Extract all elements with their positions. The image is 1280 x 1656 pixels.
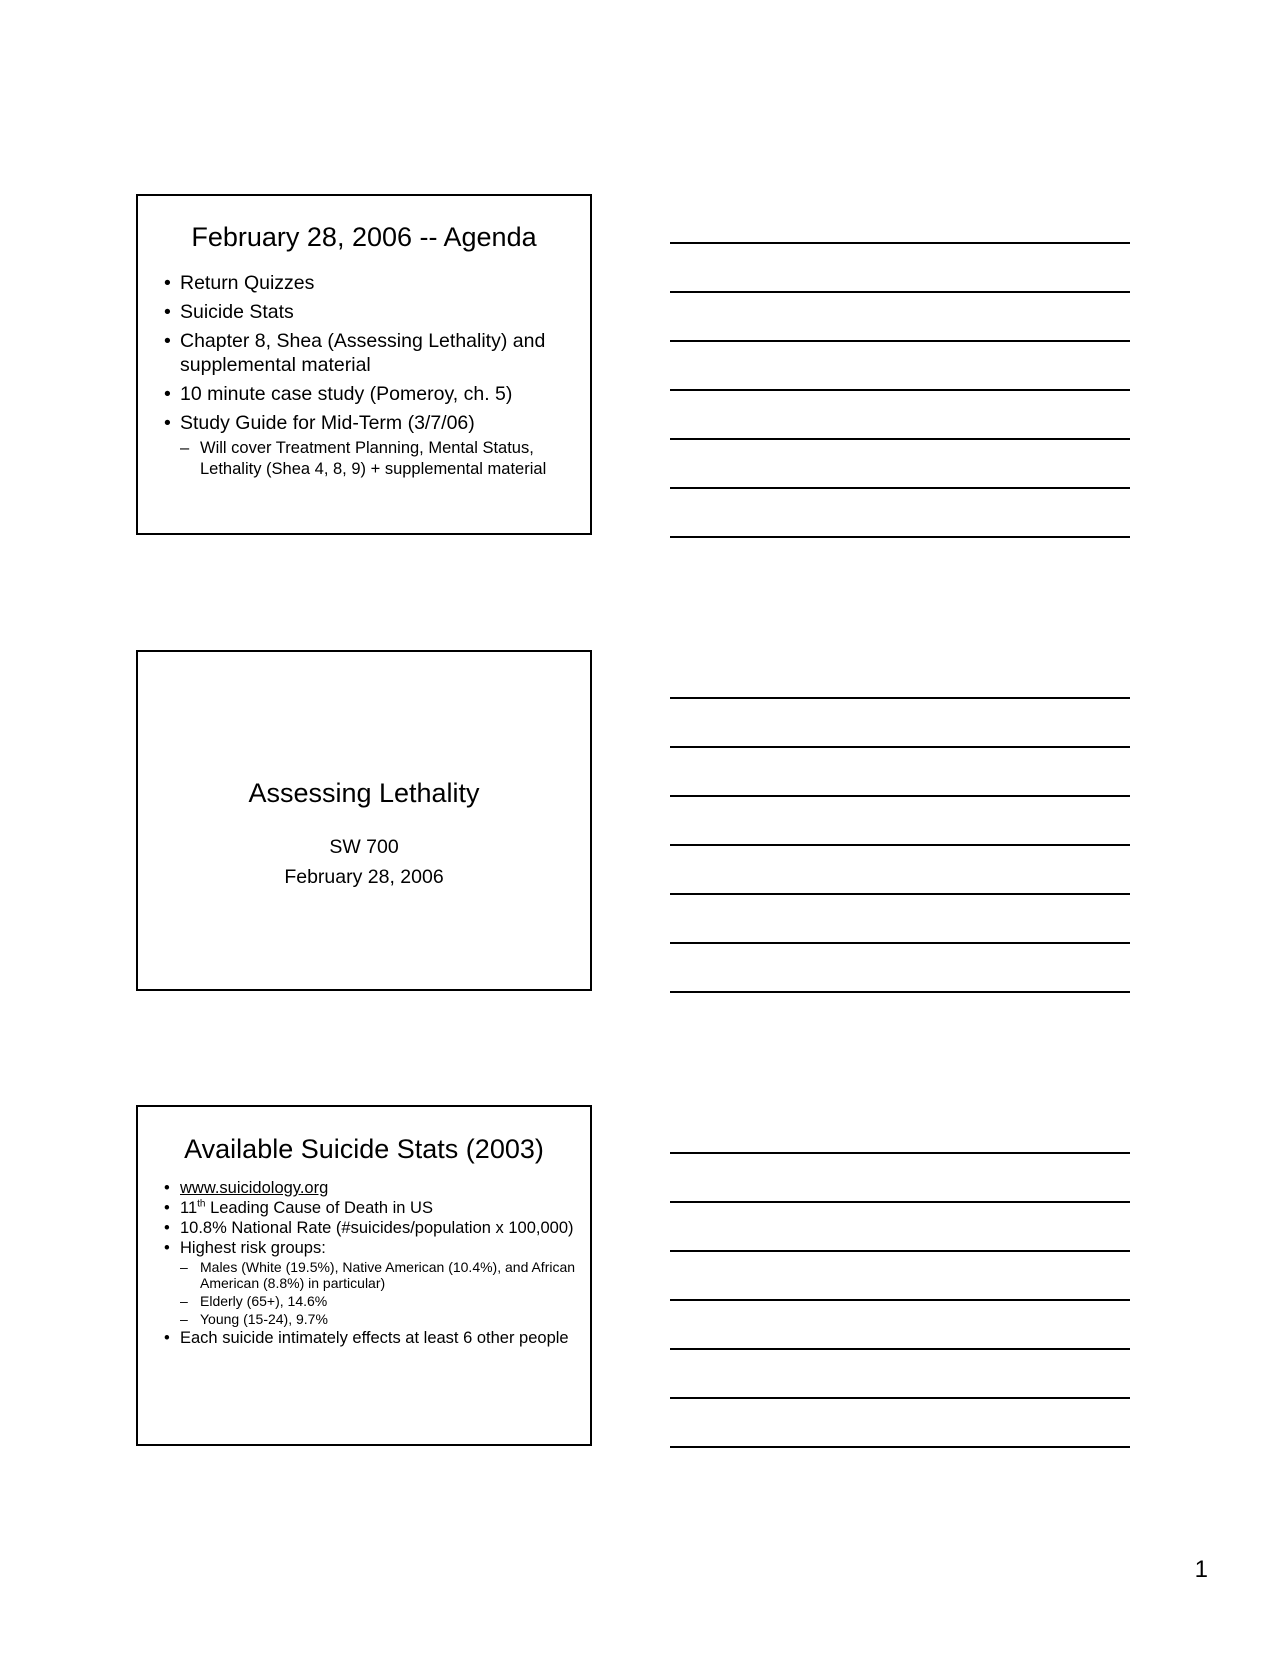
slide-agenda (136, 194, 592, 535)
list-item (138, 1179, 590, 1197)
sub-list-item: – Will cover Treatment Planning, Mental Status, Lethality (Shea 4, 8, 9) + supplemental material (180, 438, 576, 480)
website-link[interactable]: www.suicidology.org (180, 1179, 329, 1197)
rank-suffix: th (197, 1198, 206, 1210)
slide-title: February 28, 2006 -- Agenda (191, 222, 537, 252)
list-item: • 10 minute case study (Pomeroy, ch. 5) (138, 382, 590, 406)
note-line (670, 697, 1130, 699)
note-line (670, 1250, 1130, 1252)
list-item (138, 411, 590, 480)
slide-suicide-stats (136, 1105, 592, 1446)
note-line (670, 389, 1130, 391)
list-item: • 10.8% National Rate (#suicides/population x 100,000) (138, 1219, 590, 1237)
note-line (670, 991, 1130, 993)
sub-list-item: – Males (White (19.5%), Native American (10.4%), and African American (8.8%) in particular) (180, 1259, 576, 1291)
slide-title-card (136, 650, 592, 991)
note-line (670, 1446, 1130, 1448)
list-item (138, 1239, 590, 1327)
list-item-text: Study Guide for Mid-Term (3/7/06) (180, 412, 475, 434)
stats-list (138, 1179, 590, 1347)
list-item: • Chapter 8, Shea (Assessing Lethality) and supplemental material (138, 329, 590, 377)
list-item: • Return Quizzes (138, 271, 590, 295)
note-line (670, 1152, 1130, 1154)
list-item: • Suicide Stats (138, 300, 590, 324)
sub-list-item: – Young (15-24), 9.7% (180, 1311, 576, 1327)
list-item: • Each suicide intimately effects at least 6 other people (138, 1329, 590, 1347)
list-item (138, 1199, 590, 1217)
note-line (670, 487, 1130, 489)
note-line (670, 942, 1130, 944)
note-line (670, 795, 1130, 797)
note-line (670, 844, 1130, 846)
note-line (670, 1348, 1130, 1350)
note-line (670, 746, 1130, 748)
page-number: 1 (1194, 1556, 1208, 1583)
slide-title: Available Suicide Stats (2003) (184, 1134, 544, 1164)
sub-list (180, 1259, 576, 1327)
rank-number: 11 (180, 1199, 198, 1217)
note-line (670, 893, 1130, 895)
sub-list-item: – Elderly (65+), 14.6% (180, 1293, 576, 1309)
note-line (670, 1397, 1130, 1399)
note-line (670, 291, 1130, 293)
agenda-list (138, 271, 590, 480)
slide-date: February 28, 2006 (284, 866, 444, 888)
note-line (670, 1201, 1130, 1203)
note-line (670, 536, 1130, 538)
rank-text: Leading Cause of Death in US (205, 1199, 433, 1217)
note-line (670, 1299, 1130, 1301)
note-line (670, 340, 1130, 342)
slide-title: Assessing Lethality (248, 778, 480, 808)
sub-list (180, 438, 576, 480)
note-line (670, 438, 1130, 440)
course-code: SW 700 (329, 836, 399, 858)
note-line (670, 242, 1130, 244)
list-item-text: Highest risk groups: (180, 1239, 326, 1257)
